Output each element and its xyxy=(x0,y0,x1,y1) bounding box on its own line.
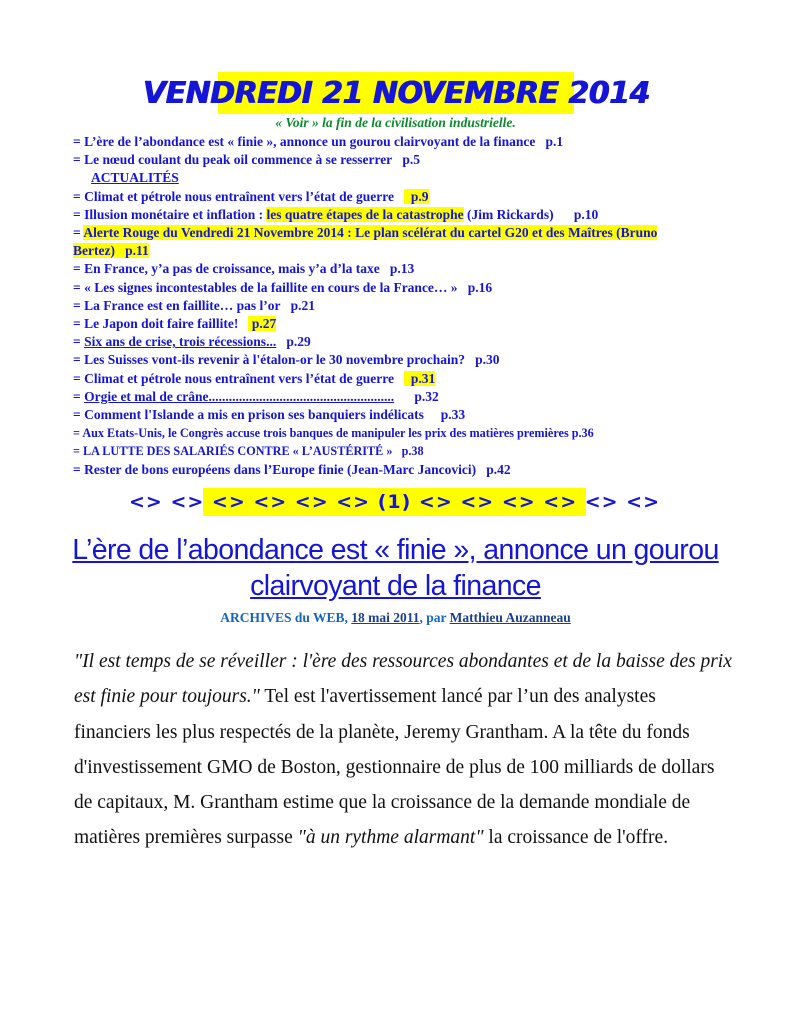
toc-item[interactable]: = « Les signes incontestables de la faillite en cours de la France… » p.16 xyxy=(73,279,493,295)
article-byline xyxy=(0,610,791,626)
byline-date-link[interactable]: 18 mai 2011 xyxy=(351,610,420,625)
toc-item[interactable]: = Six ans de crise, trois récessions... p.29 xyxy=(73,334,311,350)
toc-item[interactable]: = En France, y’a pas de croissance, mais y’a d’la taxe p.13 xyxy=(73,261,415,277)
toc-item[interactable]: = Alerte Rouge du Vendredi 21 Novembre 2014 : Le plan scélérat du cartel G20 et des Maîtres (Bruno Bertez) p.11 xyxy=(73,225,658,259)
toc-item[interactable]: = Les Suisses vont-ils revenir à l'étalon-or le 30 novembre prochain? p.30 xyxy=(73,352,500,368)
byline-author-link[interactable]: Matthieu Auzanneau xyxy=(449,610,571,625)
toc-item[interactable]: = Illusion monétaire et inflation : les quatre étapes de la catastrophe (Jim Rickards) p.10 xyxy=(73,206,599,222)
toc-item[interactable]: = Climat et pétrole nous entraînent vers l’état de guerre p.9 xyxy=(73,188,429,204)
masthead-banner xyxy=(142,72,650,114)
toc-item[interactable]: = Aux Etats-Unis, le Congrès accuse trois banques de manipuler les prix des matières premières p.36 xyxy=(73,426,594,441)
toc-item[interactable]: = Climat et pétrole nous entraînent vers l’état de guerre p.31 xyxy=(73,370,436,386)
inline-quote: "à un rythme alarmant" xyxy=(297,827,484,849)
toc-section-heading: ACTUALITÉS xyxy=(91,170,179,186)
toc-item[interactable]: = Le Japon doit faire faillite! p.27 xyxy=(73,316,277,332)
toc-item[interactable]: = La France est en faillite… pas l’or p.21 xyxy=(73,297,316,313)
toc-item[interactable]: = Comment l'Islande a mis en prison ses banquiers indélicats p.33 xyxy=(73,407,466,423)
masthead-date: VENDREDI 21 NOVEMBRE 2014 xyxy=(142,75,650,111)
article-body xyxy=(74,644,734,856)
table-of-contents xyxy=(73,133,733,479)
byline-source: ARCHIVES du WEB, xyxy=(220,610,352,625)
body-text-part-2: la croissance de l'offre. xyxy=(483,827,669,849)
page-divider: <> <> <> <> <> <> (1) <> <> <> <> <> <> xyxy=(203,488,586,516)
toc-item[interactable]: = L’ère de l’abondance est « finie », annonce un gourou clairvoyant de la finance p.1 xyxy=(73,134,564,149)
body-text-part-1: Tel est l'avertissement lancé par l’un des analystes financiers les plus respectés de la planète, Jeremy Grantham. A la tête du fonds d'investissement GMO de Boston, gestionnaire de plus de 100 milliards de dollars de capitaux, M. Grantham estime que la croissance de la demande mondiale de matières premières surpasse xyxy=(74,686,715,849)
opening-quote: "Il est temps de se réveiller : l'ère des ressources abondantes et de la baisse des prix est finie pour toujours." xyxy=(74,651,732,708)
toc-item[interactable]: = Le nœud coulant du peak oil commence à se resserrer p.5 xyxy=(73,152,420,168)
article-headline[interactable]: L’ère de l’abondance est « finie », annonce un gourou clairvoyant de la finance xyxy=(72,534,719,602)
toc-item[interactable]: = Rester de bons européens dans l’Europe finie (Jean-Marc Jancovici) p.42 xyxy=(73,461,511,477)
issue-subtitle: « Voir » la fin de la civilisation industrielle. xyxy=(275,115,516,130)
byline-par: , par xyxy=(419,610,450,625)
toc-item[interactable]: = Orgie et mal de crâne....................................................... p.32 xyxy=(73,388,439,404)
toc-item[interactable]: = LA LUTTE DES SALARIÉS CONTRE « L’AUSTÉRITÉ » p.38 xyxy=(73,444,424,459)
